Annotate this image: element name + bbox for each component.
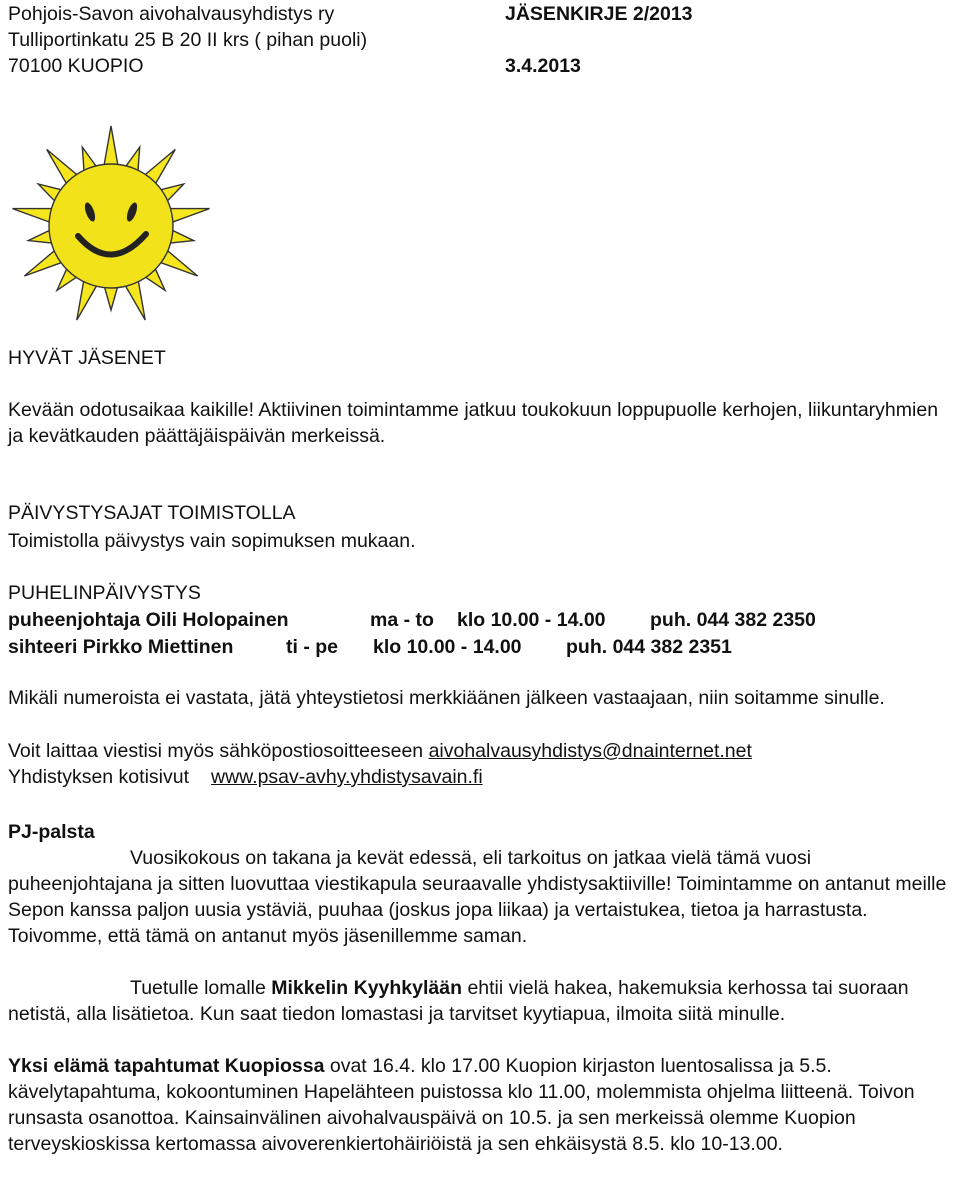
pj-paragraph-2	[8, 975, 954, 1027]
duty-phone: puh. 044 382 2350	[650, 609, 816, 631]
sun-ray	[104, 126, 119, 169]
pj-paragraph-2-intro: Tuetulle lomalle	[130, 977, 272, 999]
duty-phone: puh. 044 382 2351	[566, 636, 732, 658]
phone-duty-heading: PUHELINPÄIVYSTYS	[8, 582, 201, 604]
pj-paragraph-3-body: ovat 16.4. klo 17.00 Kuopion kirjaston luentosalissa ja 5.5. kävelytapahtuma, kokoontuminen Hapelähteen puistossa klo 11.00, molemmista ohjelma liitteenä. Toivon runsasta osanottoa. Kainsainvälinen aivohalvauspäivä on 10.5. ja sen merkeissä olemme Kuopion terveyskioskissa kertomassa aivoverenkiertohäiriöistä ja sen ehkäisystä 8.5. klo 10-13.00.	[8, 1055, 915, 1155]
pj-paragraph-2-body: ehtii vielä hakea, hakemuksia kerhossa tai suoraan netistä, alla lisätietoa. Kun saat tiedon lomastasi ja tarvitset kyytiapua, ilmoita siitä minulle.	[8, 977, 909, 1025]
holiday-destination: Mikkelin Kyyhkylään	[271, 977, 463, 999]
website-prefix: Yhdistyksen kotisivut	[8, 766, 189, 788]
email-link[interactable]: aivohalvausyhdistys@dnainternet.net	[428, 740, 752, 762]
smiling-sun-graphic	[8, 102, 214, 338]
org-address: Tulliportinkatu 25 B 20 II krs ( pihan puoli)	[8, 29, 368, 51]
website-link[interactable]: www.psav-avhy.yhdistysavain.fi	[211, 766, 483, 788]
letter-date: 3.4.2013	[505, 55, 581, 77]
greeting-heading: HYVÄT JÄSENET	[8, 347, 166, 369]
pj-paragraph-1: Vuosikokous on takana ja kevät edessä, eli tarkoitus on jatkaa vielä tämä vuosi puheenjohtajana ja sitten luovuttaa viestikapula seuraavalle yhdistysaktiiville! Toimintamme on antanut meille Sepon kanssa paljon uusia ystäviä, puuhaa (joskus jopa liikaa) ja vertaistukea, tietoa ja harrastusta. Toivomme, että tämä on antanut myös jäsenillemme saman.	[8, 847, 947, 947]
newsletter-title: JÄSENKIRJE 2/2013	[505, 3, 693, 25]
pj-column-heading: PJ-palsta	[8, 821, 95, 843]
greeting-text: Kevään odotusaikaa kaikille! Aktiivinen toimintamme jatkuu toukokuun loppupuolle kerhojen, liikuntaryhmien ja kevätkauden päättäjäispäivän merkeissä.	[8, 399, 939, 447]
smiling-sun-icon	[8, 102, 214, 338]
pj-paragraph-3	[8, 1053, 954, 1157]
website-line	[8, 764, 483, 790]
office-hours-text: Toimistolla päivystys vain sopimuksen mukaan.	[8, 530, 416, 552]
org-name: Pohjois-Savon aivohalvausyhdistys ry	[8, 3, 335, 25]
duty-hours: klo 10.00 - 14.00	[457, 609, 606, 631]
email-line	[8, 738, 752, 764]
duty-person: puheenjohtaja Oili Holopainen	[8, 609, 289, 631]
org-postal-address: 70100 KUOPIO	[8, 55, 144, 77]
duty-days: ma - to	[370, 609, 434, 631]
voicemail-note: Mikäli numeroista ei vastata, jätä yhteystietosi merkkiäänen jälkeen vastaajaan, niin soitamme sinulle.	[8, 687, 885, 709]
email-prefix: Voit laittaa viestisi myös sähköpostiosoitteeseen	[8, 740, 429, 762]
duty-days: ti - pe	[286, 636, 338, 658]
duty-person: sihteeri Pirkko Miettinen	[8, 636, 234, 658]
event-name: Yksi elämä tapahtumat Kuopiossa	[8, 1055, 325, 1077]
office-hours-heading: PÄIVYSTYSAJAT TOIMISTOLLA	[8, 502, 296, 524]
duty-hours: klo 10.00 - 14.00	[373, 636, 522, 658]
